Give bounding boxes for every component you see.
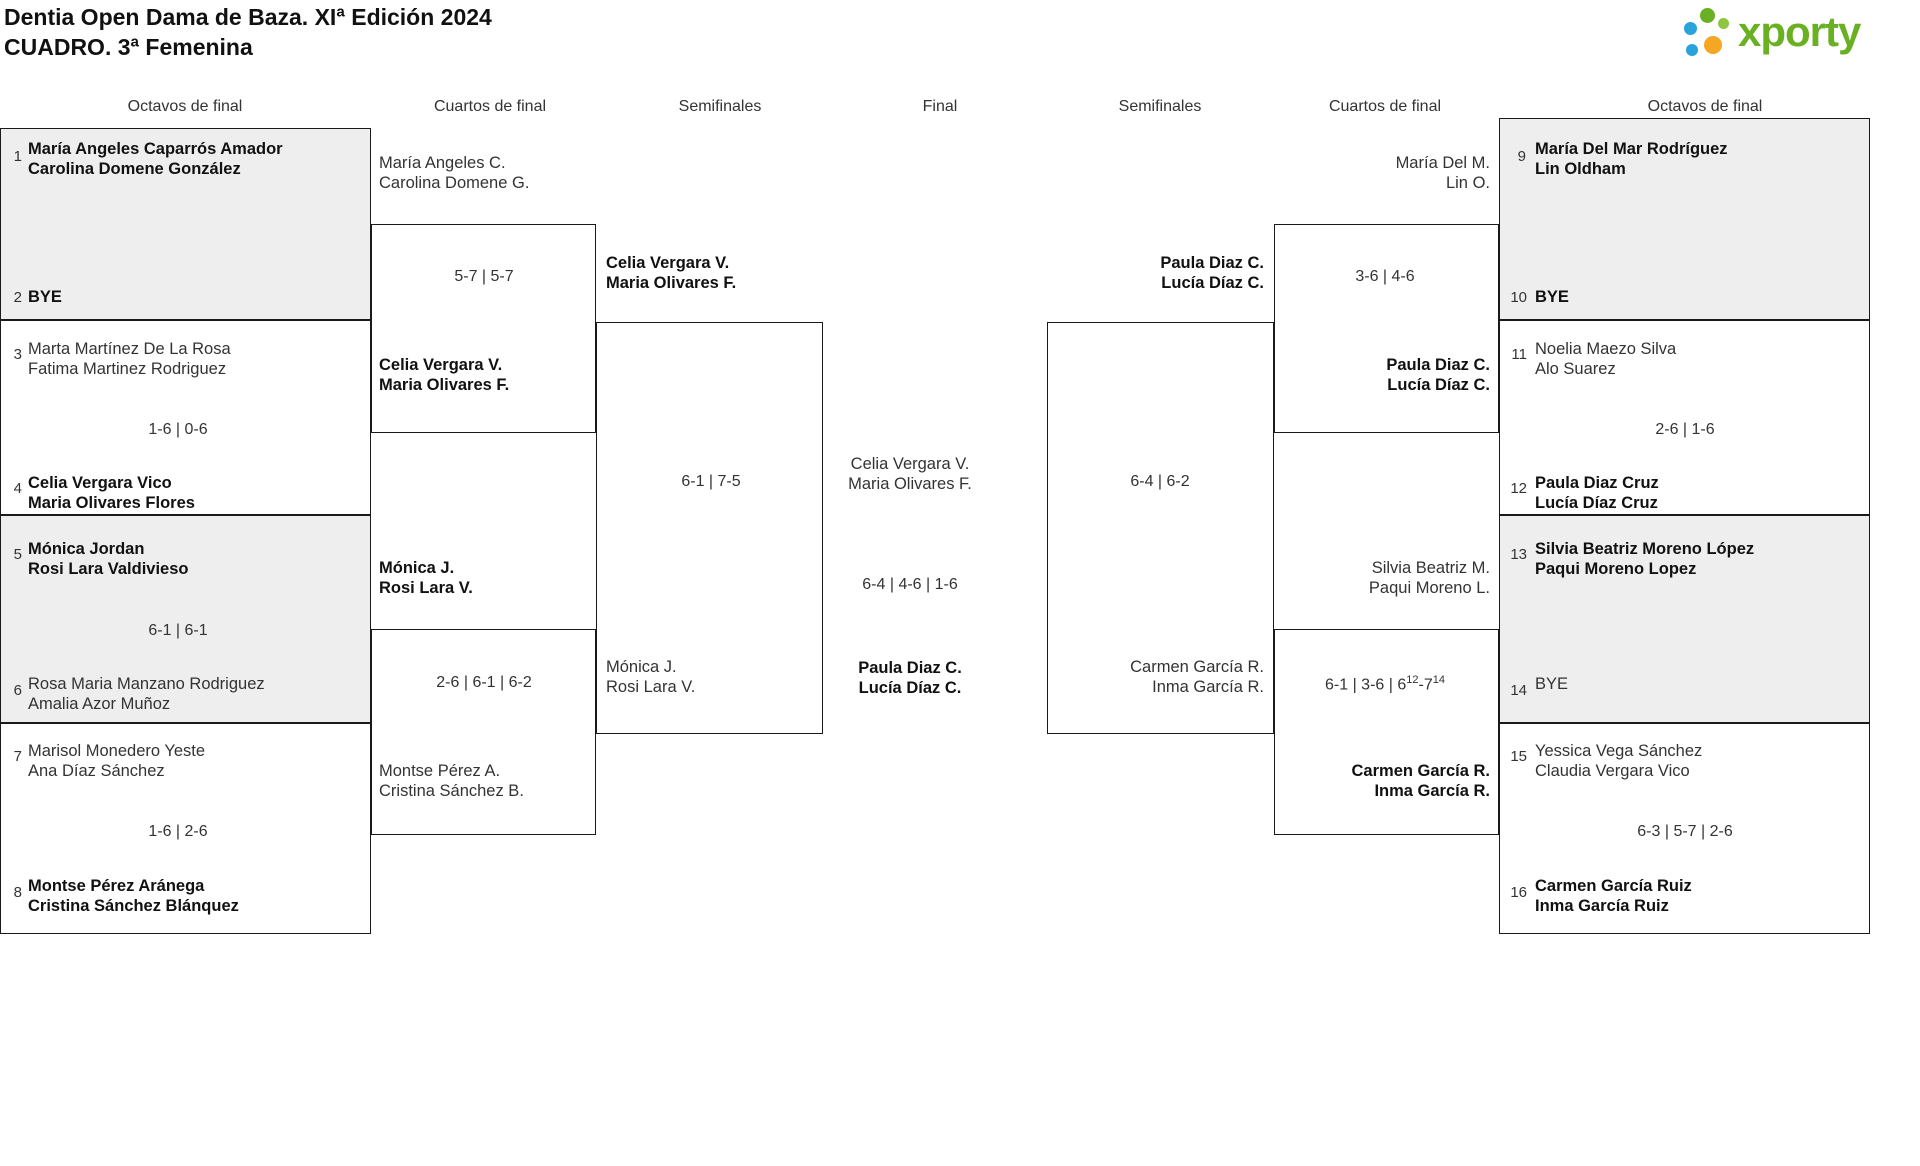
player-16a: Carmen García Ruiz: [1535, 877, 1692, 895]
player-6b: Amalia Azor Muñoz: [28, 694, 171, 713]
xporty-logo: [1676, 6, 1906, 62]
logo-dot-2: [1700, 8, 1715, 23]
player-4a: Celia Vergara Vico: [28, 474, 172, 492]
player-3b: Fatima Martinez Rodriguez: [28, 359, 227, 378]
player-13b: Paqui Moreno Lopez: [1535, 559, 1697, 578]
final-bottom-a: Paula Diaz C.: [858, 659, 962, 677]
round-heading-cuartos-left: Cuartos de final: [433, 98, 547, 115]
seed-10: 10: [1510, 289, 1527, 306]
sf-entry-r2: [1044, 658, 1264, 697]
qf-entry-l2: [379, 356, 509, 395]
qf-r3b: Paqui Moreno L.: [1368, 578, 1490, 597]
score-lsf: 6-1 | 7-5: [681, 473, 741, 490]
score-rsf: 6-4 | 6-2: [1130, 473, 1190, 490]
player-8a: Montse Pérez Aránega: [28, 877, 205, 895]
sf-r2b: Inma García R.: [1152, 677, 1264, 696]
seed-2: 2: [13, 289, 22, 306]
player-entry-15: [1535, 742, 1702, 781]
seed-11: 11: [1511, 346, 1527, 363]
score-l4: 1-6 | 2-6: [148, 823, 208, 840]
score-lqf1: 5-7 | 5-7: [454, 268, 514, 285]
qf-r4a: Carmen García R.: [1351, 762, 1490, 780]
player-entry-7: [28, 742, 205, 781]
qf-entry-r1: [1270, 154, 1490, 193]
sf-entry-l2: [606, 658, 695, 697]
page-title: [4, 2, 492, 62]
logo-dot-5: [1704, 36, 1722, 54]
player-9a: María Del Mar Rodríguez: [1535, 140, 1728, 158]
sf-r2a: Carmen García R.: [1130, 658, 1264, 676]
seed-1: 1: [13, 148, 22, 165]
player-12b: Lucía Díaz Cruz: [1535, 493, 1658, 512]
score-l2: 1-6 | 0-6: [148, 421, 208, 438]
qf-r2b: Lucía Díaz C.: [1387, 375, 1490, 394]
seed-3: 3: [13, 346, 22, 363]
qf-entry-r4: [1270, 762, 1490, 801]
round-heading-semis-right: Semifinales: [1118, 98, 1202, 115]
seed-14: 14: [1510, 682, 1527, 699]
player-14a: BYE: [1535, 675, 1569, 693]
score-final: 6-4 | 4-6 | 1-6: [862, 576, 958, 593]
player-15a: Yessica Vega Sánchez: [1535, 742, 1703, 760]
qf-entry-l4: [379, 762, 524, 801]
sf-l1b: Maria Olivares F.: [606, 273, 737, 292]
score-rqf1: 3-6 | 4-6: [1355, 268, 1415, 285]
round-heading-octavos-right: Octavos de final: [1647, 98, 1763, 115]
player-4b: Maria Olivares Flores: [28, 493, 195, 512]
player-11b: Alo Suarez: [1535, 359, 1616, 378]
qf-entry-r2: [1270, 356, 1490, 395]
title-line-1: Dentia Open Dama de Baza. XIª Edición 2024: [4, 4, 492, 30]
sf-r1b: Lucía Díaz C.: [1161, 273, 1264, 292]
player-13a: Silvia Beatriz Moreno López: [1535, 540, 1755, 558]
player-entry-13: [1535, 540, 1754, 579]
player-entry-5: [28, 540, 189, 579]
player-5b: Rosi Lara Valdivieso: [28, 559, 189, 578]
qf-l2a: Celia Vergara V.: [379, 356, 503, 374]
player-entry-3: [28, 340, 231, 379]
player-12a: Paula Diaz Cruz: [1535, 474, 1659, 492]
qf-l4a: Montse Pérez A.: [379, 762, 501, 780]
round-heading-cuartos-right: Cuartos de final: [1328, 98, 1442, 115]
player-entry-14: [1535, 675, 1568, 695]
final-top-b: Maria Olivares F.: [848, 474, 972, 493]
seed-5: 5: [13, 546, 22, 563]
score-r4: 6-3 | 5-7 | 2-6: [1637, 823, 1733, 840]
round-heading-octavos-left: Octavos de final: [127, 98, 243, 115]
match-box-lqf1[interactable]: [371, 224, 596, 433]
seed-4: 4: [13, 480, 22, 497]
player-8b: Cristina Sánchez Blánquez: [28, 896, 239, 915]
seed-15: 15: [1510, 748, 1527, 765]
qf-l1b: Carolina Domene G.: [379, 173, 530, 192]
score-rqf2-sup1: 12: [1406, 674, 1419, 686]
qf-entry-l1: [379, 154, 529, 193]
qf-r1b: Lin O.: [1445, 173, 1490, 192]
qf-l4b: Cristina Sánchez B.: [379, 781, 524, 800]
player-entry-9: [1535, 140, 1728, 179]
match-box-rqf2[interactable]: [1274, 629, 1499, 835]
qf-r3a: Silvia Beatriz M.: [1371, 559, 1490, 577]
player-9b: Lin Oldham: [1535, 159, 1626, 178]
score-lqf2: 2-6 | 6-1 | 6-2: [436, 674, 532, 691]
player-entry-11: [1535, 340, 1676, 379]
final-bottom-b: Lucía Díaz C.: [858, 678, 962, 697]
qf-entry-r3: [1270, 559, 1490, 598]
player-11a: Noelia Maezo Silva: [1535, 340, 1677, 358]
seed-7: 7: [13, 748, 22, 765]
score-rqf2: [1280, 674, 1490, 694]
sf-r1a: Paula Diaz C.: [1160, 254, 1264, 272]
player-15b: Claudia Vergara Vico: [1535, 761, 1690, 780]
player-entry-16: [1535, 877, 1692, 916]
player-entry-6: [28, 675, 265, 714]
score-rqf2-mid: -7: [1418, 676, 1433, 694]
sf-l2b: Rosi Lara V.: [606, 677, 696, 696]
player-1b: Carolina Domene González: [28, 159, 241, 178]
seed-16: 16: [1510, 884, 1527, 901]
sf-l1a: Celia Vergara V.: [606, 254, 730, 272]
player-16b: Inma García Ruiz: [1535, 896, 1669, 915]
match-box-rqf1[interactable]: [1274, 224, 1499, 433]
score-l3: 6-1 | 6-1: [148, 622, 208, 639]
qf-l1a: María Angeles C.: [379, 154, 506, 172]
seed-6: 6: [13, 682, 22, 699]
final-entry-top: [770, 455, 1050, 494]
player-7b: Ana Díaz Sánchez: [28, 761, 165, 780]
score-rqf2-main: 6-1 | 3-6 | 6: [1325, 676, 1407, 694]
match-box-lqf2[interactable]: [371, 629, 596, 835]
player-7a: Marisol Monedero Yeste: [28, 742, 206, 760]
logo-wordmark: xporty: [1738, 8, 1861, 55]
player-2a: BYE: [28, 288, 62, 306]
player-entry-1: [28, 140, 283, 179]
player-entry-10: [1535, 288, 1569, 308]
final-entry-bottom: [770, 659, 1050, 698]
sf-l2a: Mónica J.: [606, 658, 677, 676]
score-rqf2-sup2: 14: [1432, 674, 1445, 686]
player-entry-4: [28, 474, 195, 513]
qf-l3b: Rosi Lara V.: [379, 578, 473, 597]
player-5a: Mónica Jordan: [28, 540, 145, 558]
qf-r1a: María Del M.: [1395, 154, 1490, 172]
player-10a: BYE: [1535, 288, 1569, 306]
logo-dot-4: [1686, 44, 1698, 56]
player-1a: María Angeles Caparrós Amador: [28, 140, 283, 158]
player-entry-8: [28, 877, 239, 916]
logo-dot-3: [1718, 18, 1729, 29]
score-r2: 2-6 | 1-6: [1655, 421, 1715, 438]
qf-l2b: Maria Olivares F.: [379, 375, 510, 394]
qf-entry-l3: [379, 559, 473, 598]
qf-l3a: Mónica J.: [379, 559, 455, 577]
seed-8: 8: [13, 884, 22, 901]
qf-r4b: Inma García R.: [1374, 781, 1490, 800]
player-entry-2: [28, 288, 62, 308]
player-3a: Marta Martínez De La Rosa: [28, 340, 231, 358]
final-top-a: Celia Vergara V.: [850, 455, 970, 473]
qf-r2a: Paula Diaz C.: [1386, 356, 1490, 374]
logo-dot-1: [1684, 22, 1697, 35]
seed-12: 12: [1510, 480, 1527, 497]
title-line-2: CUADRO. 3ª Femenina: [4, 34, 253, 60]
round-heading-final: Final: [922, 98, 958, 115]
seed-13: 13: [1510, 546, 1527, 563]
player-6a: Rosa Maria Manzano Rodriguez: [28, 675, 265, 693]
sf-entry-r1: [1044, 254, 1264, 293]
player-entry-12: [1535, 474, 1659, 513]
sf-entry-l1: [606, 254, 736, 293]
seed-9: 9: [1517, 148, 1526, 165]
round-heading-semis-left: Semifinales: [678, 98, 762, 115]
